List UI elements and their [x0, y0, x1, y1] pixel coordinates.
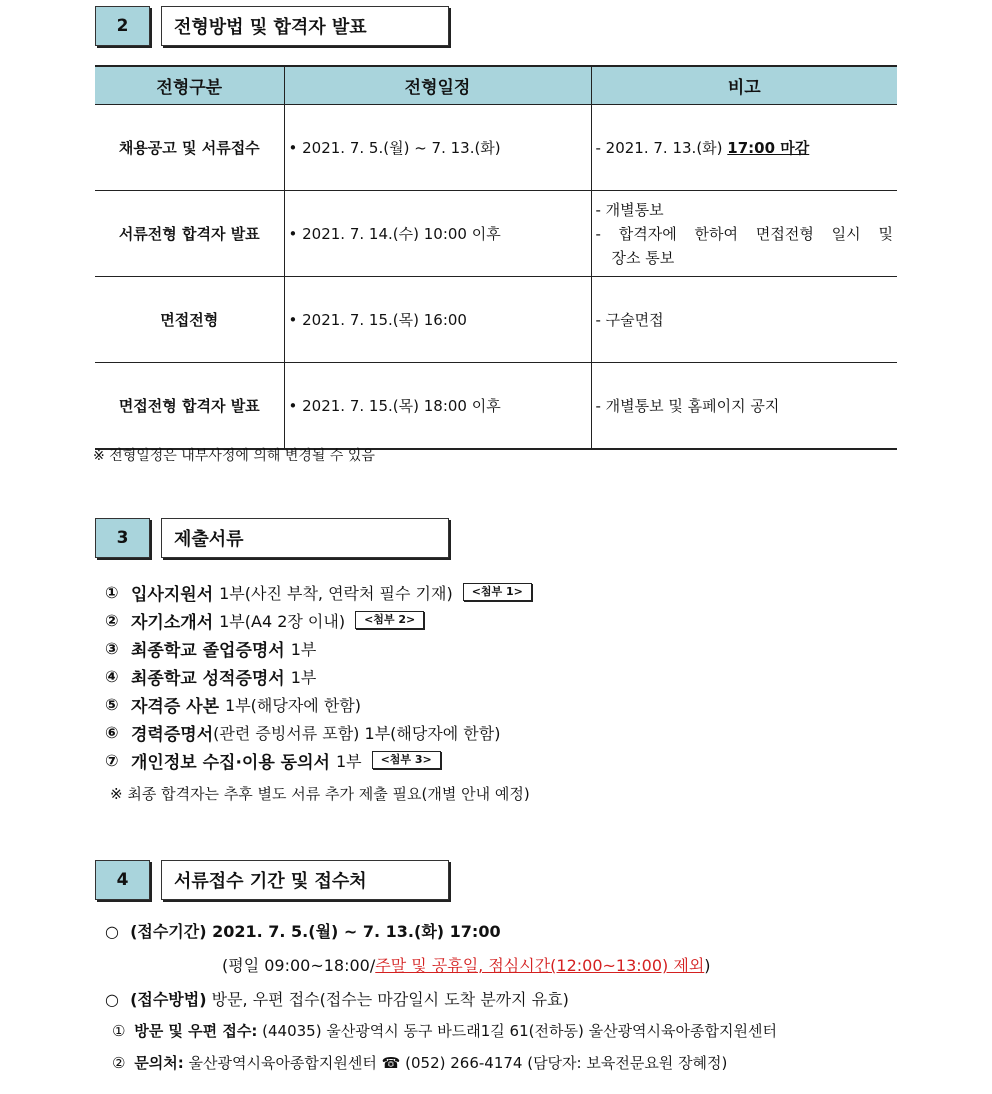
table-row — [95, 277, 897, 363]
item-number: ⑤ — [105, 694, 119, 714]
stage-cell: 면접전형 — [95, 277, 284, 363]
note-cell: - 개별통보 및 홈페이지 공지 — [591, 363, 897, 450]
item-number: ① — [112, 1022, 126, 1040]
table-row — [95, 363, 897, 450]
list-item — [105, 718, 532, 746]
document-name: 자기소개서 — [131, 612, 214, 633]
circle-bullet-icon: ○ — [105, 922, 119, 941]
section-number: 2 — [95, 6, 150, 46]
deadline-text: 17:00 마감 — [727, 139, 810, 157]
item-number: ⑦ — [105, 750, 119, 770]
document-detail: 1부(A4 2장 이내) — [219, 611, 346, 631]
document-name: 입사지원서 — [131, 584, 214, 605]
item-number: ③ — [105, 638, 119, 658]
attachment-tag: <첨부 2> — [355, 611, 424, 629]
contact-line — [112, 1052, 727, 1073]
item-number: ④ — [105, 666, 119, 686]
contact-text: 울산광역시육아종합지원센터 — [188, 1054, 377, 1072]
note-cell — [591, 191, 897, 277]
circle-bullet-icon: ○ — [105, 990, 119, 1009]
address-line — [112, 1020, 777, 1041]
hours-line — [222, 953, 711, 976]
note-text: - 2021. 7. 13.(화) — [595, 139, 728, 157]
item-number: ① — [105, 582, 119, 602]
documents-list — [105, 578, 532, 774]
period-line — [105, 919, 501, 942]
list-item — [105, 606, 532, 634]
attachment-tag: <첨부 1> — [463, 583, 532, 601]
table-row — [95, 105, 897, 191]
note-cell: - 구술면접 — [591, 277, 897, 363]
note-line: - 개별통보 — [595, 200, 664, 219]
section-title: 서류접수 기간 및 접수처 — [161, 860, 449, 900]
column-header: 비고 — [591, 66, 897, 105]
contact-label: 문의처: — [134, 1054, 184, 1072]
stage-cell: 서류전형 합격자 발표 — [95, 191, 284, 277]
list-item — [105, 634, 532, 662]
document-detail: 1부 — [290, 667, 317, 687]
contact-phone: (052) 266-4174 (담당자: 보육전문요원 장혜정) — [405, 1054, 728, 1072]
hours-prefix: (평일 09:00~18:00/ — [222, 956, 376, 975]
section-number: 4 — [95, 860, 150, 900]
date-text: • 2021. 7. 15.(목) 18:00 이후 — [289, 397, 501, 415]
schedule-table — [95, 65, 897, 450]
schedule-note: ※ 전형일정은 내부사정에 의해 변경될 수 있음 — [93, 448, 375, 464]
item-number: ② — [112, 1054, 126, 1072]
date-cell — [284, 363, 591, 450]
section-title: 제출서류 — [161, 518, 449, 558]
date-cell — [284, 191, 591, 277]
method-line — [105, 987, 569, 1010]
document-name: 최종학교 성적증명서 — [131, 668, 285, 689]
stage-cell: 채용공고 및 서류접수 — [95, 105, 284, 191]
hours-suffix: ) — [704, 956, 711, 975]
note-line: - 합격자에 한하여 면접전형 일시 및 — [595, 224, 893, 243]
list-item — [105, 578, 532, 606]
method-text: 방문, 우편 접수(접수는 마감일시 도착 분까지 유효) — [211, 990, 569, 1009]
document-name: 개인정보 수집·이용 동의서 — [131, 752, 330, 773]
column-header: 전형일정 — [284, 66, 591, 105]
phone-icon: ☎ — [381, 1054, 401, 1072]
period-label: (접수기간) 2021. 7. 5.(월) ~ 7. 13.(화) 17:00 — [130, 922, 501, 941]
item-number: ⑥ — [105, 722, 119, 742]
list-item — [105, 746, 532, 774]
stage-cell: 면접전형 합격자 발표 — [95, 363, 284, 450]
list-item — [105, 662, 532, 690]
list-item — [105, 690, 532, 718]
note-line: 장소 통보 — [611, 248, 675, 267]
date-cell — [284, 105, 591, 191]
column-header: 전형구분 — [95, 66, 284, 105]
table-header-row — [95, 66, 897, 105]
documents-note: ※ 최종 합격자는 추후 별도 서류 추가 제출 필요(개별 안내 예정) — [110, 785, 530, 803]
date-text: • 2021. 7. 15.(목) 16:00 — [289, 311, 467, 329]
date-text: • 2021. 7. 14.(수) 10:00 이후 — [289, 225, 501, 243]
hours-excluded: 주말 및 공휴일, 점심시간(12:00~13:00) 제외 — [375, 956, 705, 975]
item-number: ② — [105, 610, 119, 630]
document-detail: 1부(사진 부착, 연락처 필수 기재) — [219, 583, 453, 603]
document-name: 경력증명서 — [131, 724, 214, 745]
document-detail: 1부 — [290, 639, 317, 659]
document-name: 자격증 사본 — [131, 696, 220, 717]
method-label: (접수방법) — [130, 990, 207, 1009]
section-number: 3 — [95, 518, 150, 558]
address-label: 방문 및 우편 접수: — [134, 1022, 258, 1040]
document-detail: (관련 증빙서류 포함) 1부(해당자에 한함) — [213, 723, 501, 743]
attachment-tag: <첨부 3> — [372, 751, 441, 769]
document-detail: 1부(해당자에 한함) — [225, 695, 361, 715]
note-cell — [591, 105, 897, 191]
date-cell — [284, 277, 591, 363]
section-title: 전형방법 및 합격자 발표 — [161, 6, 449, 46]
document-name: 최종학교 졸업증명서 — [131, 640, 285, 661]
document-detail: 1부 — [335, 751, 362, 771]
address-text: (44035) 울산광역시 동구 바드래1길 61(전하동) 울산광역시육아종합지원센터 — [262, 1022, 777, 1040]
date-text: • 2021. 7. 5.(월) ~ 7. 13.(화) — [289, 139, 501, 157]
table-row — [95, 191, 897, 277]
